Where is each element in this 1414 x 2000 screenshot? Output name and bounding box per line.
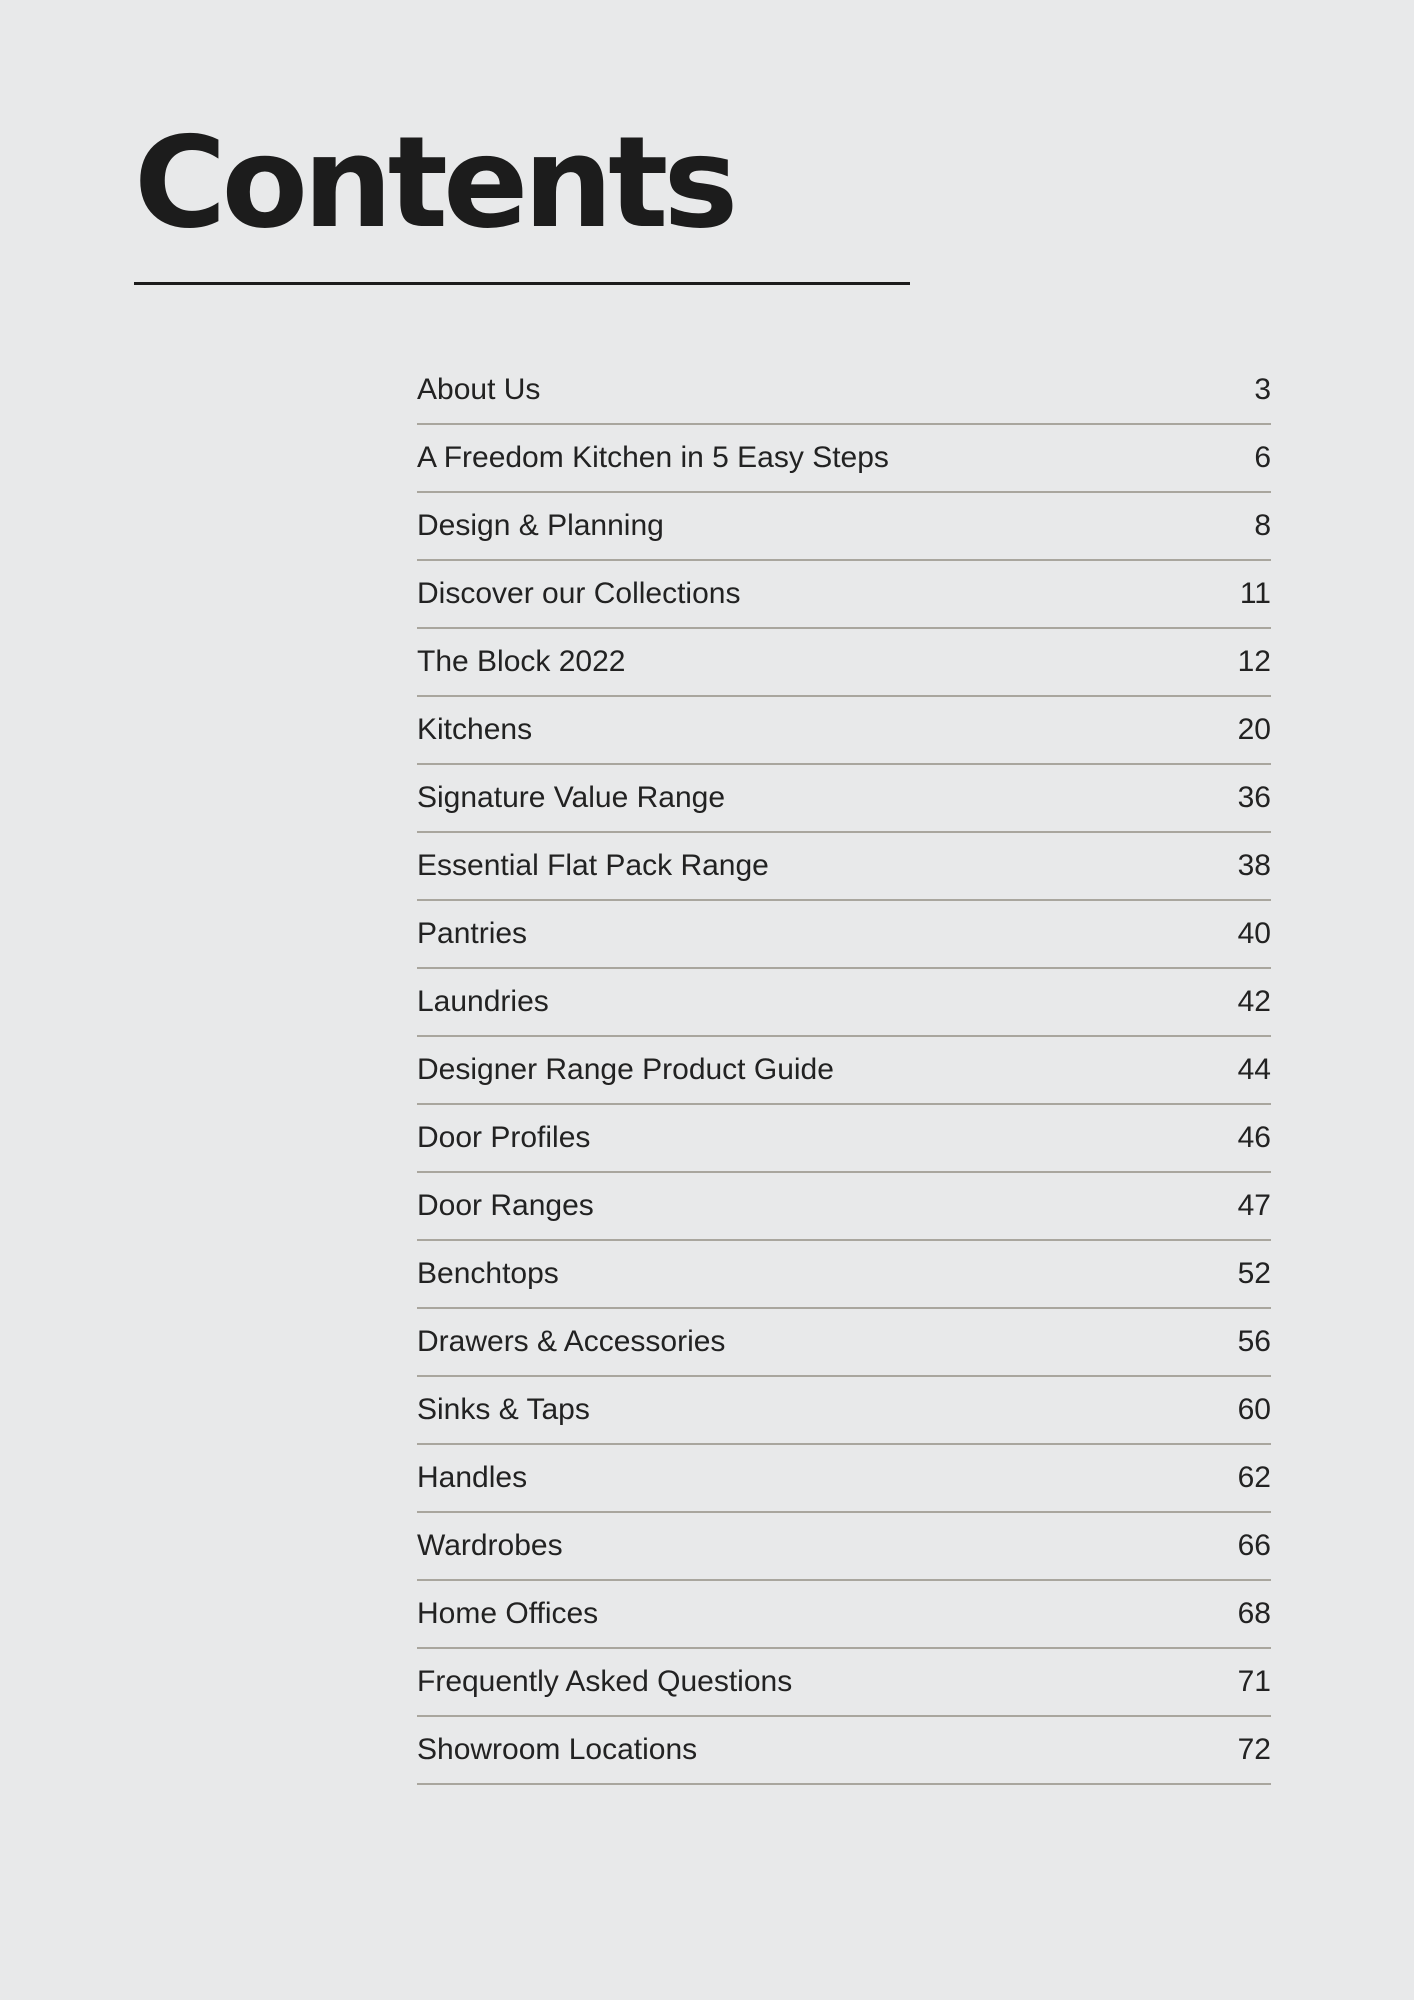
title-divider: [134, 282, 910, 285]
toc-entry[interactable]: [417, 833, 1271, 901]
toc-entry[interactable]: [417, 493, 1271, 561]
toc-entry[interactable]: [417, 1649, 1271, 1717]
toc-entry-page-number: 8: [1254, 509, 1271, 542]
toc-entry-label: Drawers & Accessories: [417, 1325, 726, 1358]
toc-entry-label: Kitchens: [417, 713, 533, 746]
toc-entry-label: Handles: [417, 1461, 528, 1494]
toc-entry[interactable]: [417, 1241, 1271, 1309]
toc-entry-label: Door Profiles: [417, 1121, 591, 1154]
toc-entry[interactable]: [417, 1377, 1271, 1445]
toc-entry-page-number: 6: [1254, 441, 1271, 474]
toc-entry[interactable]: [417, 901, 1271, 969]
page-title: Contents: [134, 109, 734, 256]
toc-entry[interactable]: [417, 629, 1271, 697]
toc-entry-page-number: 42: [1237, 985, 1271, 1018]
toc-entry-page-number: 56: [1237, 1325, 1271, 1358]
toc-entry-label: The Block 2022: [417, 645, 626, 678]
toc-entry-label: Benchtops: [417, 1257, 559, 1290]
toc-entry-page-number: 71: [1237, 1665, 1271, 1698]
toc-entry[interactable]: [417, 1717, 1271, 1785]
toc-entry-page-number: 66: [1237, 1529, 1271, 1562]
toc-entry-label: Door Ranges: [417, 1189, 594, 1222]
toc-entry[interactable]: [417, 765, 1271, 833]
toc-entry-page-number: 68: [1237, 1597, 1271, 1630]
toc-entry-page-number: 47: [1237, 1189, 1271, 1222]
toc-entry-label: Design & Planning: [417, 509, 664, 542]
toc-entry[interactable]: [417, 1037, 1271, 1105]
toc-entry-label: Pantries: [417, 917, 528, 950]
toc-entry[interactable]: [417, 425, 1271, 493]
toc-entry[interactable]: [417, 561, 1271, 629]
toc-entry-page-number: 11: [1239, 577, 1271, 610]
toc-entry-label: Frequently Asked Questions: [417, 1665, 793, 1698]
toc-entry[interactable]: [417, 1581, 1271, 1649]
toc-entry-page-number: 46: [1237, 1121, 1271, 1154]
toc-entry[interactable]: [417, 1173, 1271, 1241]
toc-entry-label: Laundries: [417, 985, 549, 1018]
toc-entry-label: Sinks & Taps: [417, 1393, 590, 1426]
toc-entry-page-number: 62: [1237, 1461, 1271, 1494]
toc-entry-page-number: 20: [1237, 713, 1271, 746]
toc-entry[interactable]: [417, 357, 1271, 425]
toc-entry-page-number: 3: [1254, 373, 1271, 406]
toc-entry-page-number: 12: [1237, 645, 1271, 678]
toc-entry[interactable]: [417, 697, 1271, 765]
toc-entry[interactable]: [417, 1445, 1271, 1513]
toc-entry-page-number: 38: [1237, 849, 1271, 882]
toc-entry[interactable]: [417, 1309, 1271, 1377]
table-of-contents: [417, 357, 1271, 1785]
toc-entry[interactable]: [417, 1105, 1271, 1173]
toc-entry-label: About Us: [417, 373, 541, 406]
toc-entry-label: Essential Flat Pack Range: [417, 849, 769, 882]
toc-entry-label: Signature Value Range: [417, 781, 725, 814]
toc-entry-page-number: 36: [1237, 781, 1271, 814]
toc-entry-label: Showroom Locations: [417, 1733, 698, 1766]
toc-entry-label: Wardrobes: [417, 1529, 563, 1562]
toc-entry-page-number: 40: [1237, 917, 1271, 950]
toc-entry[interactable]: [417, 969, 1271, 1037]
toc-entry-label: Home Offices: [417, 1597, 599, 1630]
toc-entry-page-number: 72: [1237, 1733, 1271, 1766]
toc-entry-page-number: 52: [1237, 1257, 1271, 1290]
toc-entry-page-number: 60: [1237, 1393, 1271, 1426]
toc-entry-label: Designer Range Product Guide: [417, 1053, 834, 1086]
toc-entry-label: Discover our Collections: [417, 577, 741, 610]
toc-entry-label: A Freedom Kitchen in 5 Easy Steps: [417, 441, 889, 474]
toc-entry[interactable]: [417, 1513, 1271, 1581]
toc-entry-page-number: 44: [1237, 1053, 1271, 1086]
